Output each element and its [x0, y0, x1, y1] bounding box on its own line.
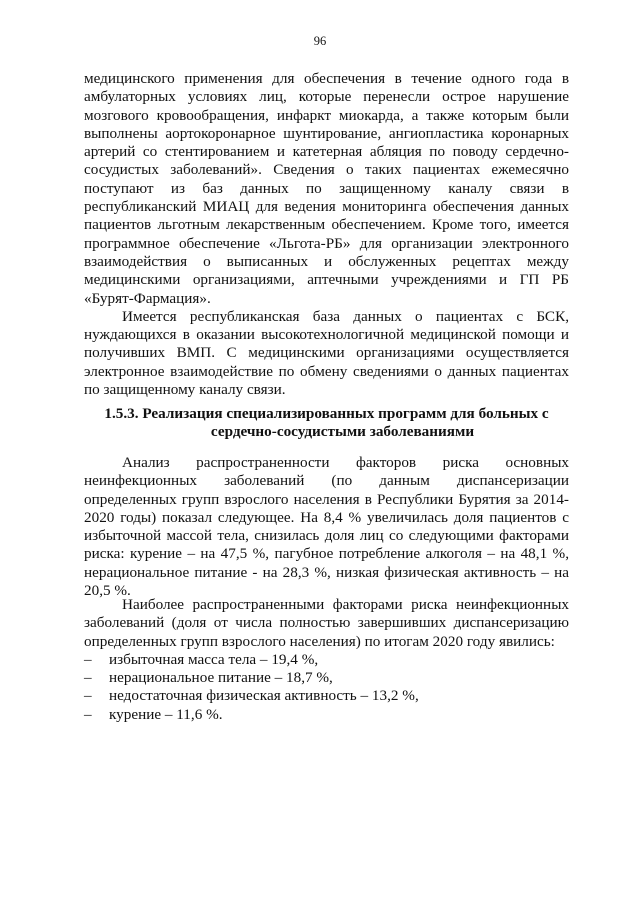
- paragraph: Имеется республиканская база данных о пациентах с БСК, нуждающихся в оказании высокотехнологичной медицинской помощи и получивших ВМП. С медицинскими организациями осуществляется электронное взаимодействие по обмену сведениями о данных пациентах по защищенному каналу связи.: [84, 307, 569, 399]
- list-item: [84, 651, 569, 669]
- risk-factor-section: [84, 596, 569, 724]
- paragraph: Наиболее распространенными факторами риска неинфекционных заболеваний (доля от числа полностью завершивших диспансеризацию определенных групп взрослого населения) по итогам 2020 году явились:: [84, 596, 569, 650]
- section-title-line-1: Реализация специализированных программ для больных с: [142, 405, 549, 422]
- list-dash: –: [84, 705, 92, 723]
- list-item-text: избыточная масса тела – 19,4 %,: [109, 650, 319, 668]
- paragraph: Анализ распространенности факторов риска основных неинфекционных заболеваний (по данным диспансеризации определенных групп взрослого населения в Республики Бурятия за 2014-2020 годы) показал следующее. На 8,4 % увеличилась доля пациентов с избыточной массой тела, снизилась доля лиц со следующими факторами риска: курение – на 47,5 %, пагубное потребление алкоголя – на 48,1 %, нерациональное питание - на 28,3 %, низкая физическая активность – на 20,5 %.: [84, 454, 569, 600]
- section-title-line-2: сердечно-сосудистыми заболеваниями: [210, 423, 475, 441]
- list-item-text: недостаточная физическая активность – 13,2 %,: [109, 687, 419, 705]
- list-item-text: курение – 11,6 %.: [109, 705, 223, 723]
- section-number: 1.5.3.: [104, 405, 139, 422]
- list-item: [84, 687, 569, 705]
- list-item: [84, 706, 569, 724]
- section-heading-line-1: [84, 405, 569, 423]
- list-dash: –: [84, 687, 92, 705]
- section-heading: [84, 405, 569, 442]
- section-heading-line-2: [84, 423, 569, 441]
- paragraph: медицинского применения для обеспечения в течение одного года в амбулаторных условиях лиц, которые перенесли острое нарушение мозгового кровообращения, инфаркт миокарда, а также которым были выполнены аортокоронарное шунтирование, ангиопластика коронарных артерий со стентированием и катетерная абляция по поводу сердечно-сосудистых заболеваний». Сведения о таких пациентах ежемесячно поступают из баз данных по защищенному каналу связи в республиканский МИАЦ для ведения мониторинга обеспечения данных пациентов льготным лекарственным обеспечением. Кроме того, имеется программное обеспечение «Льгота-РБ» для организации электронного взаимодействия о выписанных и обслуженных рецептах между медицинскими организациями, аптечными учреждениями и ГП РБ «Бурят-Фармация».: [84, 70, 569, 307]
- text-block-top: [84, 70, 569, 399]
- list-dash: –: [84, 669, 92, 687]
- list-item-text: нерациональное питание – 18,7 %,: [109, 669, 333, 687]
- text-block-bottom: [84, 454, 569, 600]
- list-dash: –: [84, 650, 92, 668]
- page-number: 96: [313, 34, 327, 48]
- risk-factor-list: [84, 651, 569, 724]
- list-item: [84, 669, 569, 687]
